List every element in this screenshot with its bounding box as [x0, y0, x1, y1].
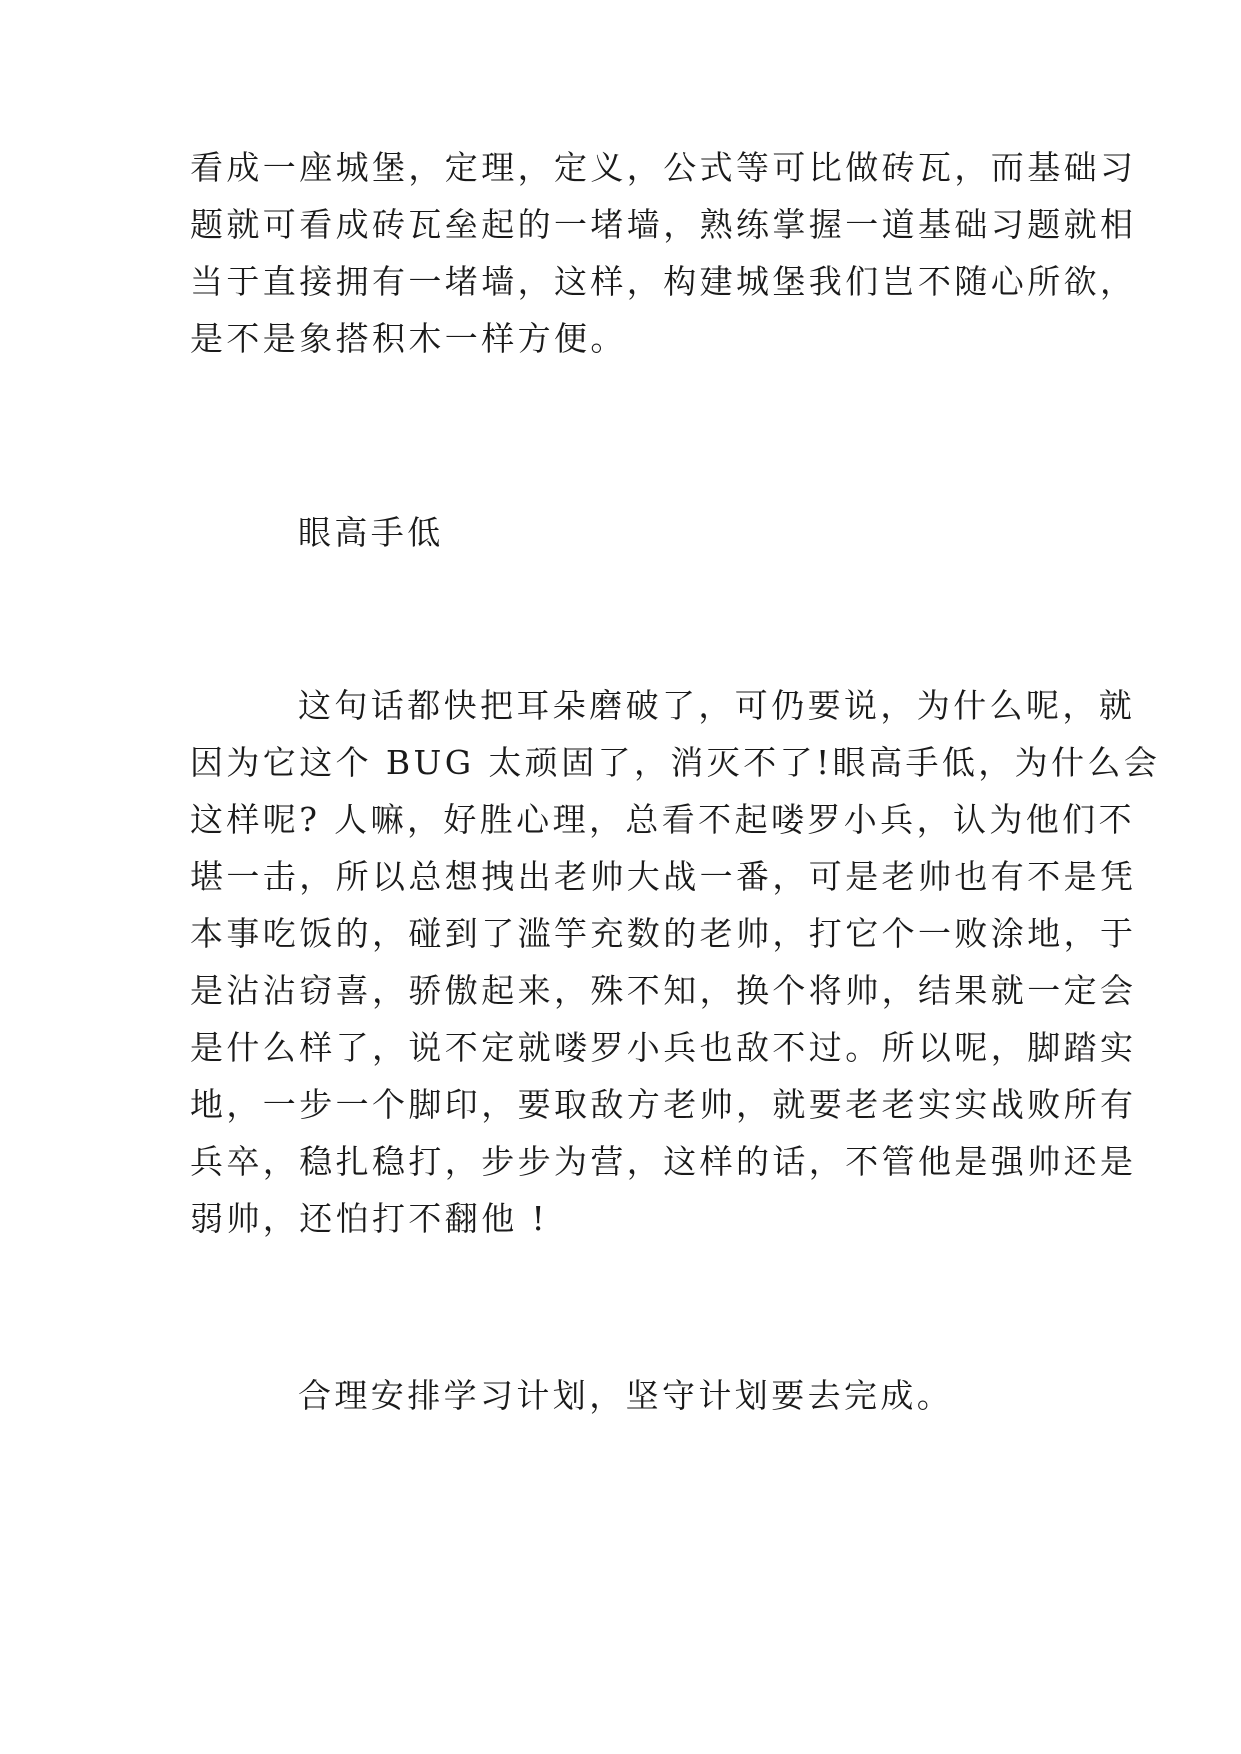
body-paragraph-line-2: 因为它这个 BUG 太顽固了，消灭不了!眼高手低，为什么会 — [190, 743, 1161, 782]
section-heading: 眼高手低 — [298, 513, 444, 552]
body-paragraph-line-8: 地，一步一个脚印，要取敌方老帅，就要老老实实战败所有 — [190, 1085, 1137, 1124]
intro-paragraph-line-1: 看成一座城堡，定理，定义，公式等可比做砖瓦，而基础习 — [190, 148, 1137, 187]
body-paragraph-line-6: 是沾沾窃喜，骄傲起来，殊不知，换个将帅，结果就一定会 — [190, 971, 1137, 1010]
intro-paragraph-line-3: 当于直接拥有一堵墙，这样，构建城堡我们岂不随心所欲， — [190, 262, 1137, 301]
body-paragraph-line-4: 堪一击，所以总想拽出老帅大战一番，可是老帅也有不是凭 — [190, 857, 1137, 896]
body-paragraph-line-1: 这句话都快把耳朵磨破了，可仍要说，为什么呢，就 — [298, 686, 1136, 725]
body-paragraph-line-3: 这样呢? 人嘛，好胜心理，总看不起喽罗小兵，认为他们不 — [190, 800, 1135, 839]
body-paragraph-line-10: 弱帅，还怕打不翻他 ! — [190, 1199, 549, 1238]
body-paragraph-line-7: 是什么样了，说不定就喽罗小兵也敌不过。所以呢，脚踏实 — [190, 1028, 1137, 1067]
intro-paragraph-line-2: 题就可看成砖瓦垒起的一堵墙，熟练掌握一道基础习题就相 — [190, 205, 1137, 244]
closing-sentence: 合理安排学习计划，坚守计划要去完成。 — [298, 1376, 954, 1415]
body-paragraph-line-9: 兵卒，稳扎稳打，步步为营，这样的话，不管他是强帅还是 — [190, 1142, 1137, 1181]
intro-paragraph-line-4: 是不是象搭积木一样方便。 — [190, 319, 627, 358]
body-paragraph-line-5: 本事吃饭的，碰到了滥竽充数的老帅，打它个一败涂地，于 — [190, 914, 1137, 953]
